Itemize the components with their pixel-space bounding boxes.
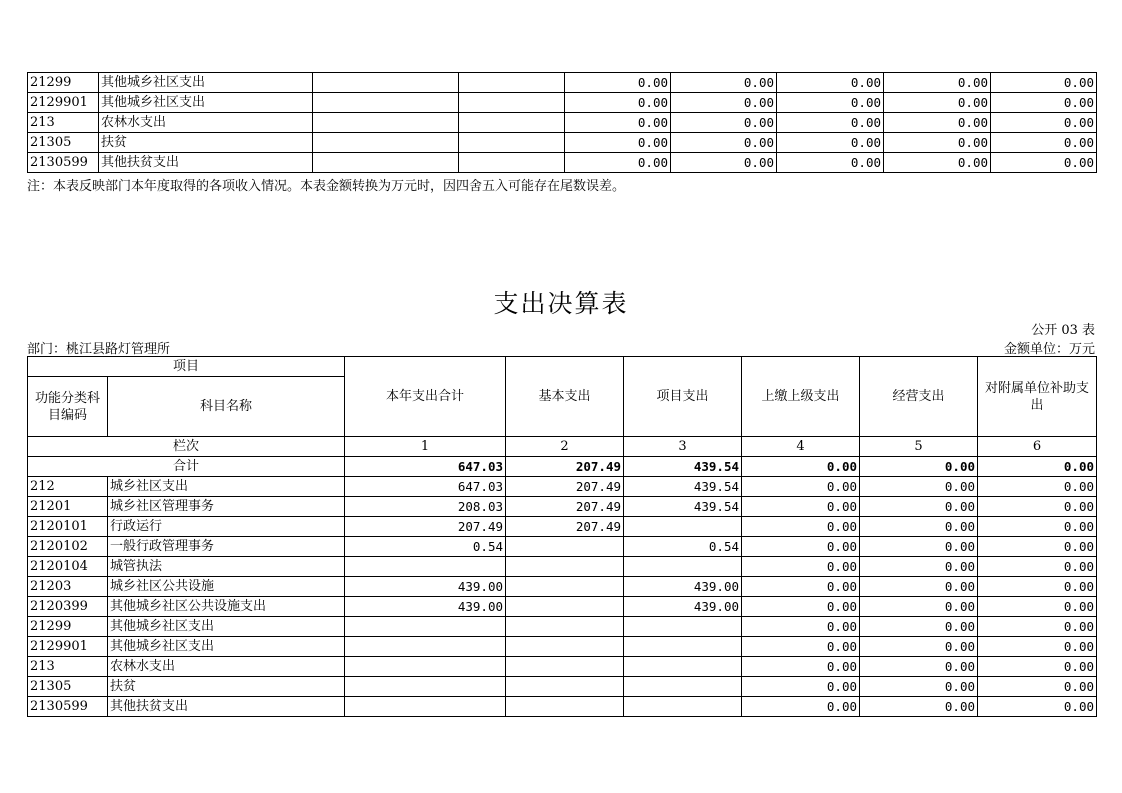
total-value: 439.54 [624, 457, 742, 477]
value-cell [624, 697, 742, 717]
value-cell: 0.00 [860, 597, 978, 617]
value-cell: 0.00 [777, 133, 884, 153]
value-cell: 647.03 [345, 477, 506, 497]
table-row [28, 497, 1097, 517]
value-cell [506, 617, 624, 637]
value-cell: 0.00 [565, 153, 671, 173]
page-title: 支出决算表 [493, 289, 629, 318]
value-cell: 0.00 [860, 677, 978, 697]
subject-name: 其他城乡社区公共设施支出 [108, 597, 345, 617]
subject-name: 其他扶贫支出 [108, 697, 345, 717]
value-cell: 0.00 [991, 73, 1097, 93]
value-cell [506, 697, 624, 717]
value-cell: 0.00 [978, 577, 1097, 597]
subject-name: 城乡社区支出 [108, 477, 345, 497]
subject-code: 21203 [28, 577, 108, 597]
value-cell: 0.00 [565, 73, 671, 93]
table-row [28, 637, 1097, 657]
value-cell: 439.00 [345, 597, 506, 617]
value-cell [624, 677, 742, 697]
previous-table-continuation [27, 72, 1097, 173]
subject-code: 21201 [28, 497, 108, 517]
value-cell: 0.00 [777, 153, 884, 173]
value-cell [345, 617, 506, 637]
value-cell: 0.00 [978, 657, 1097, 677]
value-cell: 0.54 [345, 537, 506, 557]
subject-name: 农林水支出 [99, 113, 313, 133]
value-cell: 439.54 [624, 477, 742, 497]
form-number: 公开 03 表 [1031, 323, 1095, 338]
value-cell: 0.00 [978, 477, 1097, 497]
header-col4: 上缴上级支出 [742, 357, 860, 437]
total-value: 0.00 [860, 457, 978, 477]
value-cell: 0.00 [777, 73, 884, 93]
table-row [28, 73, 1097, 93]
subject-name: 城管执法 [108, 557, 345, 577]
value-cell: 0.00 [671, 153, 777, 173]
table-row [28, 577, 1097, 597]
header-code: 功能分类科目编码 [28, 377, 108, 437]
value-cell: 0.00 [860, 697, 978, 717]
column-number: 4 [742, 437, 860, 457]
value-cell: 207.49 [506, 477, 624, 497]
value-cell [506, 537, 624, 557]
total-value: 0.00 [742, 457, 860, 477]
value-cell [506, 657, 624, 677]
value-cell [506, 577, 624, 597]
value-cell: 0.00 [978, 697, 1097, 717]
expenditure-table [27, 356, 1097, 717]
subject-code: 21299 [28, 73, 99, 93]
subject-code: 2130599 [28, 697, 108, 717]
value-cell: 0.00 [742, 637, 860, 657]
value-cell: 0.00 [991, 113, 1097, 133]
value-cell: 0.00 [742, 477, 860, 497]
subject-code: 213 [28, 113, 99, 133]
header-col1: 本年支出合计 [345, 357, 506, 437]
header-col5: 经营支出 [860, 357, 978, 437]
value-cell [624, 517, 742, 537]
value-cell: 0.00 [777, 93, 884, 113]
subject-name: 其他城乡社区支出 [108, 637, 345, 657]
header-col3: 项目支出 [624, 357, 742, 437]
value-cell: 0.00 [742, 497, 860, 517]
subject-code: 213 [28, 657, 108, 677]
value-cell: 0.00 [978, 597, 1097, 617]
value-cell: 0.00 [860, 577, 978, 597]
table-note: 注：本表反映部门本年度取得的各项收入情况。本表金额转换为万元时，因四舍五入可能存在尾数误差。 [27, 179, 626, 194]
table-row [28, 677, 1097, 697]
value-cell [624, 657, 742, 677]
value-cell: 0.00 [884, 153, 991, 173]
value-cell: 0.00 [860, 537, 978, 557]
row-label: 栏次 [28, 437, 345, 457]
value-cell [345, 657, 506, 677]
unit-label: 金额单位：万元 [1003, 342, 1095, 357]
value-cell: 439.00 [345, 577, 506, 597]
subject-code: 2129901 [28, 93, 99, 113]
value-cell: 0.00 [978, 637, 1097, 657]
value-cell: 0.00 [742, 537, 860, 557]
total-label: 合计 [28, 457, 345, 477]
subject-code: 21305 [28, 677, 108, 697]
table-row [28, 153, 1097, 173]
total-value: 647.03 [345, 457, 506, 477]
table-row [28, 597, 1097, 617]
value-cell: 207.49 [506, 517, 624, 537]
value-cell [345, 557, 506, 577]
column-number-row [28, 437, 1097, 457]
subject-code: 2120101 [28, 517, 108, 537]
value-cell: 0.00 [978, 497, 1097, 517]
column-number: 6 [978, 437, 1097, 457]
header-name: 科目名称 [108, 377, 345, 437]
value-cell: 0.00 [978, 537, 1097, 557]
table-row [28, 697, 1097, 717]
value-cell: 0.00 [860, 617, 978, 637]
column-number: 1 [345, 437, 506, 457]
subject-name: 行政运行 [108, 517, 345, 537]
value-cell: 439.00 [624, 577, 742, 597]
table-row [28, 657, 1097, 677]
value-cell: 0.00 [884, 73, 991, 93]
value-cell: 0.00 [978, 517, 1097, 537]
value-cell: 0.00 [978, 617, 1097, 637]
value-cell: 0.00 [742, 577, 860, 597]
value-cell [345, 637, 506, 657]
table-row [28, 557, 1097, 577]
subject-name: 农林水支出 [108, 657, 345, 677]
table-row [28, 133, 1097, 153]
subject-code: 2120104 [28, 557, 108, 577]
value-cell: 0.00 [860, 517, 978, 537]
value-cell: 0.00 [742, 517, 860, 537]
value-cell [506, 637, 624, 657]
value-cell: 0.00 [991, 153, 1097, 173]
value-cell: 0.00 [671, 113, 777, 133]
value-cell: 0.00 [860, 497, 978, 517]
subject-name: 其他城乡社区支出 [108, 617, 345, 637]
value-cell: 207.49 [345, 517, 506, 537]
subject-name: 城乡社区公共设施 [108, 577, 345, 597]
table-row [28, 517, 1097, 537]
subject-code: 2129901 [28, 637, 108, 657]
total-row [28, 457, 1097, 477]
value-cell: 0.00 [978, 557, 1097, 577]
header-col6: 对附属单位补助支出 [978, 357, 1097, 437]
value-cell: 207.49 [506, 497, 624, 517]
value-cell: 0.00 [884, 93, 991, 113]
value-cell [506, 557, 624, 577]
total-value: 0.00 [978, 457, 1097, 477]
subject-code: 212 [28, 477, 108, 497]
value-cell [345, 697, 506, 717]
column-number: 2 [506, 437, 624, 457]
column-number: 3 [624, 437, 742, 457]
subject-code: 21299 [28, 617, 108, 637]
subject-name: 扶贫 [99, 133, 313, 153]
value-cell: 439.00 [624, 597, 742, 617]
value-cell: 0.00 [671, 73, 777, 93]
value-cell: 0.00 [991, 93, 1097, 113]
value-cell: 0.54 [624, 537, 742, 557]
subject-name: 城乡社区管理事务 [108, 497, 345, 517]
value-cell: 0.00 [742, 657, 860, 677]
subject-code: 2120102 [28, 537, 108, 557]
value-cell [345, 677, 506, 697]
table-row [28, 537, 1097, 557]
value-cell: 0.00 [742, 677, 860, 697]
value-cell: 0.00 [742, 697, 860, 717]
value-cell [624, 557, 742, 577]
value-cell: 208.03 [345, 497, 506, 517]
value-cell: 439.54 [624, 497, 742, 517]
value-cell [506, 677, 624, 697]
value-cell [506, 597, 624, 617]
subject-code: 2130599 [28, 153, 99, 173]
value-cell [624, 637, 742, 657]
value-cell: 0.00 [565, 113, 671, 133]
value-cell: 0.00 [565, 133, 671, 153]
value-cell: 0.00 [565, 93, 671, 113]
value-cell: 0.00 [860, 657, 978, 677]
value-cell: 0.00 [884, 133, 991, 153]
value-cell: 0.00 [742, 597, 860, 617]
value-cell: 0.00 [884, 113, 991, 133]
subject-name: 其他城乡社区支出 [99, 73, 313, 93]
value-cell: 0.00 [860, 557, 978, 577]
subject-name: 一般行政管理事务 [108, 537, 345, 557]
header-row [28, 357, 1097, 377]
total-value: 207.49 [506, 457, 624, 477]
subject-name: 其他城乡社区支出 [99, 93, 313, 113]
column-number: 5 [860, 437, 978, 457]
value-cell: 0.00 [860, 477, 978, 497]
table-row [28, 617, 1097, 637]
value-cell: 0.00 [671, 93, 777, 113]
value-cell: 0.00 [860, 637, 978, 657]
subject-code: 2120399 [28, 597, 108, 617]
table-row [28, 477, 1097, 497]
table-row [28, 113, 1097, 133]
subject-name: 其他扶贫支出 [99, 153, 313, 173]
department-label: 部门：桃江县路灯管理所 [27, 342, 171, 357]
value-cell: 0.00 [777, 113, 884, 133]
value-cell: 0.00 [991, 133, 1097, 153]
header-item: 项目 [28, 357, 345, 377]
value-cell [624, 617, 742, 637]
table-row [28, 93, 1097, 113]
subject-code: 21305 [28, 133, 99, 153]
value-cell: 0.00 [742, 557, 860, 577]
value-cell: 0.00 [978, 677, 1097, 697]
subject-name: 扶贫 [108, 677, 345, 697]
header-col2: 基本支出 [506, 357, 624, 437]
value-cell: 0.00 [671, 133, 777, 153]
value-cell: 0.00 [742, 617, 860, 637]
